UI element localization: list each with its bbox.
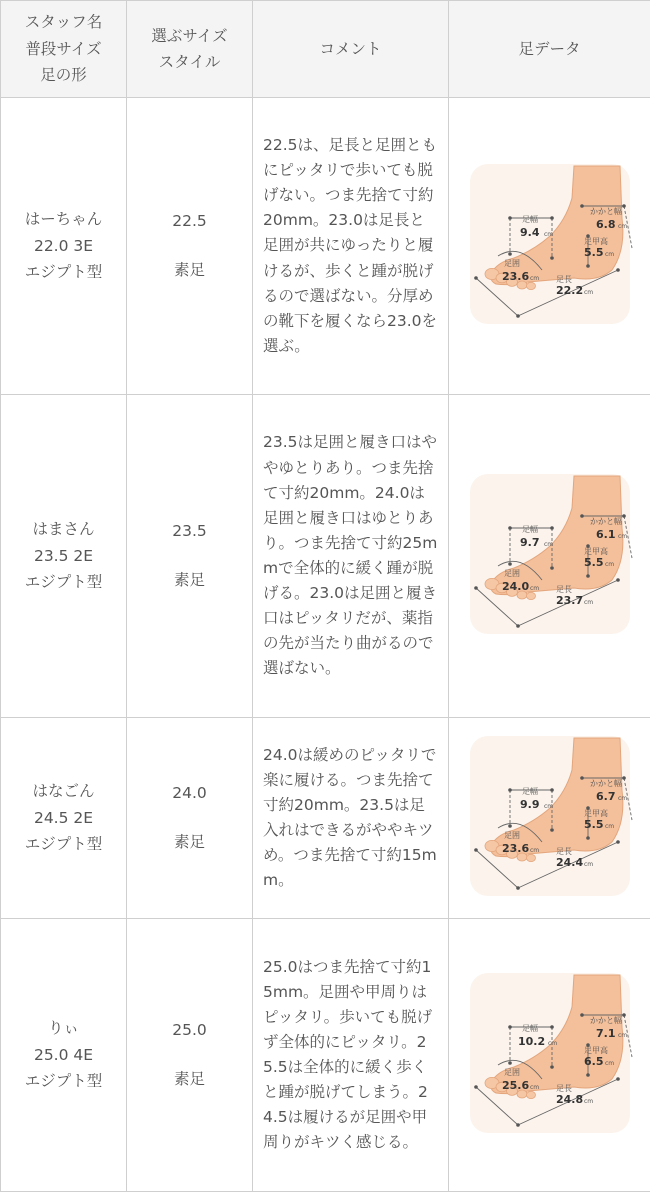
style-label: 素足 [173, 833, 205, 851]
measure-point [516, 624, 520, 628]
unit-label: cm [547, 1040, 557, 1047]
size-cell [127, 718, 253, 919]
girth-value: 23.6 [501, 270, 529, 283]
measure-point [508, 824, 512, 828]
unit-label: cm [604, 1060, 614, 1067]
measure-point [550, 256, 554, 260]
measure-point [580, 1013, 584, 1017]
measure-point [474, 1085, 478, 1089]
measure-point [550, 828, 554, 832]
header-staff: スタッフ名 普段サイズ 足の形 [1, 1, 127, 98]
size-cell [127, 919, 253, 1192]
instep-value: 5.5 [583, 556, 603, 569]
unit-label: cm [604, 561, 614, 568]
measure-point [616, 840, 620, 844]
foot-width-value: 9.9 [519, 798, 539, 811]
measure-point [474, 276, 478, 280]
staff-cell: りぃ 25.0 4E エジプト型 [1, 919, 127, 1192]
measure-point [586, 264, 590, 268]
measure-point [550, 1025, 554, 1029]
comment-cell: 25.0はつま先捨て寸約15mm。足囲や甲周りはピッタリ。歩いても脱げず全体的にピッタリ。25.5は全体的に緩く歩くと踵が脱げてしまう。24.5は履けるが足囲や甲周りがキツく感じる。 [253, 919, 449, 1192]
measure-point [508, 216, 512, 220]
table-row [1, 718, 650, 919]
measure-point [474, 848, 478, 852]
comment-cell: 23.5は足囲と履き口はややゆとりあり。つま先捨て寸約20mm。24.0は足囲と履き口はゆとりあり。つま先捨て寸約25mmで全体的に緩く踵が脱げる。23.0は足囲と履き口はピッタリだが、薬指の先が当たり曲がるので選ばない。 [253, 395, 449, 718]
girth-label: 足囲 [503, 831, 520, 840]
unit-label: cm [617, 223, 627, 230]
unit-label: cm [543, 231, 553, 238]
heel-width-label: かかと幅 [589, 207, 622, 216]
foot-data-cell [449, 718, 650, 919]
measure-point [622, 514, 626, 518]
instep-value: 5.5 [583, 246, 603, 259]
unit-label: cm [529, 847, 539, 854]
measure-point [508, 562, 512, 566]
measure-point [516, 886, 520, 890]
heel-width-value: 6.8 [595, 218, 615, 231]
foot-width-label: 足幅 [521, 525, 538, 534]
measure-point [622, 1013, 626, 1017]
measure-point [616, 578, 620, 582]
foot-data-cell [449, 98, 650, 395]
unit-label: cm [583, 1098, 593, 1105]
measure-point [586, 836, 590, 840]
instep-value: 5.5 [583, 818, 603, 831]
toe-shape [526, 1091, 535, 1098]
measure-point [550, 526, 554, 530]
foot-width-label: 足幅 [521, 787, 538, 796]
length-value: 24.4 [555, 856, 583, 869]
instep-label: 足甲高 [583, 547, 608, 556]
unit-label: cm [583, 289, 593, 296]
heel-width-value: 6.1 [595, 528, 615, 541]
table-row [1, 919, 650, 1192]
chosen-size: 25.0 [172, 1021, 207, 1040]
foot-width-value: 9.7 [519, 536, 539, 549]
length-label: 足長 [555, 1084, 572, 1093]
staff-cell: はーちゃん 22.0 3E エジプト型 [1, 98, 127, 395]
unit-label: cm [543, 541, 553, 548]
girth-value: 25.6 [501, 1079, 529, 1092]
chosen-size: 22.5 [172, 212, 207, 231]
length-value: 23.7 [555, 594, 583, 607]
measure-point [580, 776, 584, 780]
chosen-size: 24.0 [172, 784, 207, 803]
girth-label: 足囲 [503, 1068, 520, 1077]
header-comment: コメント [253, 1, 449, 98]
heel-width-value: 7.1 [595, 1027, 615, 1040]
foot-diagram [462, 967, 638, 1143]
measure-point [508, 526, 512, 530]
instep-value: 6.5 [583, 1055, 603, 1068]
measure-point [516, 1123, 520, 1127]
girth-value: 23.6 [501, 842, 529, 855]
header-size-style: 選ぶサイズ スタイル [127, 1, 253, 98]
foot-diagram [462, 730, 638, 906]
foot-diagram [462, 468, 638, 644]
measure-point [550, 1065, 554, 1069]
length-label: 足長 [555, 585, 572, 594]
unit-label: cm [604, 823, 614, 830]
table-row [1, 98, 650, 395]
measure-point [550, 566, 554, 570]
unit-label: cm [617, 1032, 627, 1039]
measure-point [508, 788, 512, 792]
size-cell [127, 98, 253, 395]
foot-data-cell [449, 395, 650, 718]
toe-shape [526, 282, 535, 289]
heel-width-label: かかと幅 [589, 779, 622, 788]
measure-point [550, 788, 554, 792]
chosen-size: 23.5 [172, 522, 207, 541]
size-cell [127, 395, 253, 718]
girth-label: 足囲 [503, 259, 520, 268]
unit-label: cm [583, 599, 593, 606]
foot-width-value: 10.2 [517, 1035, 545, 1048]
comment-cell: 22.5は、足長と足囲ともにピッタリで歩いても脱げない。つま先捨て寸約20mm。23.0は足長と足囲が共にゆったりと履けるが、歩くと踵が脱げるので選ばない。分厚めの靴下を履くなら23.0を選ぶ。 [253, 98, 449, 395]
measure-point [622, 776, 626, 780]
toe-shape [526, 854, 535, 861]
measure-point [580, 514, 584, 518]
unit-label: cm [529, 585, 539, 592]
unit-label: cm [529, 275, 539, 282]
measure-point [550, 216, 554, 220]
instep-label: 足甲高 [583, 809, 608, 818]
unit-label: cm [604, 251, 614, 258]
measure-point [508, 1061, 512, 1065]
measure-point [622, 204, 626, 208]
table-row [1, 395, 650, 718]
measure-point [580, 204, 584, 208]
length-value: 22.2 [555, 284, 583, 297]
instep-label: 足甲高 [583, 237, 608, 246]
unit-label: cm [617, 795, 627, 802]
measure-point [586, 1073, 590, 1077]
length-label: 足長 [555, 847, 572, 856]
unit-label: cm [543, 803, 553, 810]
measure-point [508, 252, 512, 256]
style-label: 素足 [173, 571, 205, 589]
toe-shape [526, 592, 535, 599]
measure-point [516, 314, 520, 318]
header-row [1, 1, 650, 98]
measure-point [586, 574, 590, 578]
foot-width-label: 足幅 [521, 1024, 538, 1033]
staff-cell: はなごん 24.5 2E エジプト型 [1, 718, 127, 919]
length-label: 足長 [555, 275, 572, 284]
unit-label: cm [617, 533, 627, 540]
heel-width-value: 6.7 [595, 790, 615, 803]
header-foot-data: 足データ [449, 1, 650, 98]
heel-width-label: かかと幅 [589, 517, 622, 526]
staff-cell: はまさん 23.5 2E エジプト型 [1, 395, 127, 718]
foot-width-value: 9.4 [519, 226, 539, 239]
foot-width-label: 足幅 [521, 215, 538, 224]
measure-point [508, 1025, 512, 1029]
girth-label: 足囲 [503, 569, 520, 578]
unit-label: cm [583, 861, 593, 868]
measure-point [616, 1077, 620, 1081]
foot-diagram [462, 158, 638, 334]
style-label: 素足 [173, 261, 205, 279]
comment-cell: 24.0は緩めのピッタリで楽に履ける。つま先捨て寸約20mm。23.5は足入れはできるがややキツめ。つま先捨て寸約15mm。 [253, 718, 449, 919]
heel-width-label: かかと幅 [589, 1016, 622, 1025]
girth-value: 24.0 [501, 580, 529, 593]
style-label: 素足 [173, 1070, 205, 1088]
foot-data-cell [449, 919, 650, 1192]
measure-point [616, 268, 620, 272]
instep-label: 足甲高 [583, 1046, 608, 1055]
measure-point [474, 586, 478, 590]
length-value: 24.8 [555, 1093, 583, 1106]
unit-label: cm [529, 1084, 539, 1091]
